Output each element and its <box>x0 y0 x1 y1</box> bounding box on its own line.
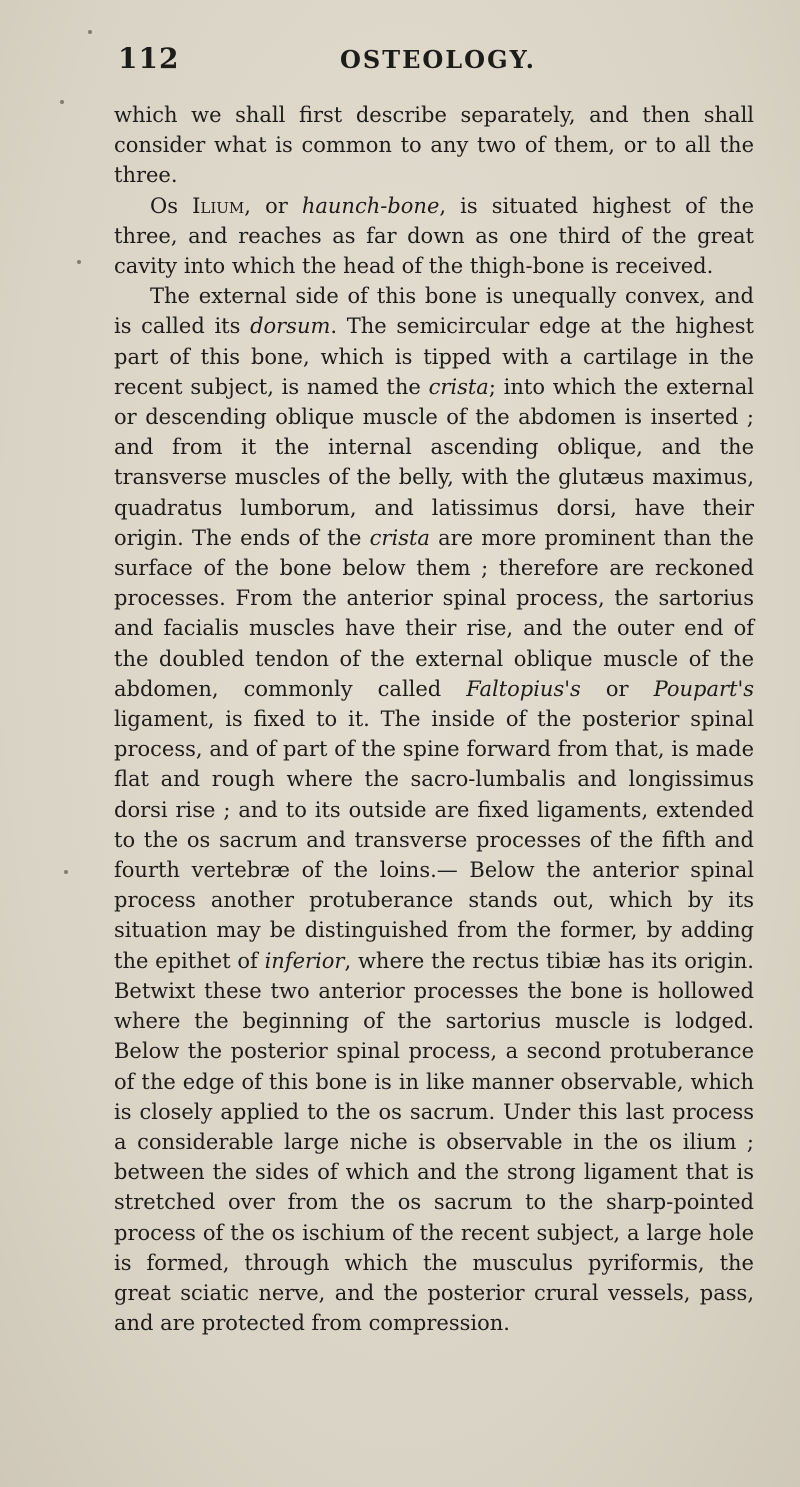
paragraph-3-segment-7: are more prominent than the surface of the bone below them ; therefore are reckoned processes. From the anterior spinal process, the sartorius and facialis muscles have their rise, and the outer end of the doubled tendon of the external oblique muscle of the abdomen, commonly called <box>114 525 754 701</box>
paragraph-2 <box>114 191 754 282</box>
faltopius-term: Faltopius's <box>466 676 581 701</box>
inferior-term: inferior <box>264 948 345 973</box>
paragraph-3-segment-3: . The semicircular edge at the highest part of this bone, which is tipped with a cartilage in the recent subject, is named the <box>114 314 754 399</box>
paper-speck <box>88 30 92 34</box>
paragraph-3-segment-13: , where the rectus tibiæ has its origin. Betwixt these two anterior processes the bone is hollowed where the beginning of the sartorius muscle is lodged. Below the posterior spinal process, a second protuberance of the edge of this bone is in like manner observable, which is closely applied to the os sacrum. Under this last process a considerable large niche is observable in the os ilium ; between the sides of which and the strong ligament that is stretched over from the os sacrum to the sharp-pointed process of the os ischium of the recent subject, a large hole is formed, through which the musculus pyriformis, the great sciatic nerve, and the posterior crural vessels, pass, and are protected from compression. <box>114 948 754 1336</box>
paragraph-1 <box>114 100 754 191</box>
haunch-bone-term: haunch-bone <box>301 193 440 218</box>
paper-speck <box>64 870 68 874</box>
page-header <box>118 42 718 82</box>
paper-speck <box>77 260 81 264</box>
poupart-term: Poupart's <box>653 676 754 701</box>
page-number: 112 <box>118 42 180 75</box>
ilium-heading: Ilium <box>192 193 245 218</box>
paragraph-3-segment-9: or <box>580 676 654 701</box>
body-text <box>114 100 754 1338</box>
paper-speck <box>60 100 64 104</box>
paragraph-1-segment-1: which we shall first describe separately, and then shall consider what is common to any two of them, or to all the three. <box>114 103 754 188</box>
paragraph-3 <box>114 281 754 1338</box>
paragraph-3-segment-1: The external side of this bone is unequally convex, and is called its <box>114 284 754 339</box>
paragraph-2-segment-3: , or <box>244 193 302 218</box>
running-head: OSTEOLOGY. <box>340 45 536 74</box>
dorsum-term: dorsum <box>250 314 331 339</box>
paragraph-3-segment-5: ; into which the external or descending oblique muscle of the abdomen is inserted ; and from it the internal ascending oblique, and the transverse muscles of the belly, with the glutæus maximus, quadratus lumborum, and latissimus dorsi, have their origin. The ends of the <box>114 374 754 550</box>
paragraph-3-segment-11: ligament, is fixed to it. The inside of the posterior spinal process, and of part of the spine forward from that, is made flat and rough where the sacro-lumbalis and longissimus dorsi rise ; and to its outside are fixed ligaments, extended to the os sacrum and transverse processes of the fifth and fourth vertebræ of the loins.— Below the anterior spinal process another protuberance stands out, which by its situation may be distinguished from the former, by adding the epithet of <box>114 707 754 973</box>
paragraph-2-segment-5: , is situated highest of the three, and reaches as far down as one third of the great cavity into which the head of the thigh-bone is received. <box>114 193 754 279</box>
paragraph-2-segment-1: Os <box>150 193 193 218</box>
crista-term: crista <box>428 374 489 399</box>
crista-term-2: crista <box>369 525 430 550</box>
